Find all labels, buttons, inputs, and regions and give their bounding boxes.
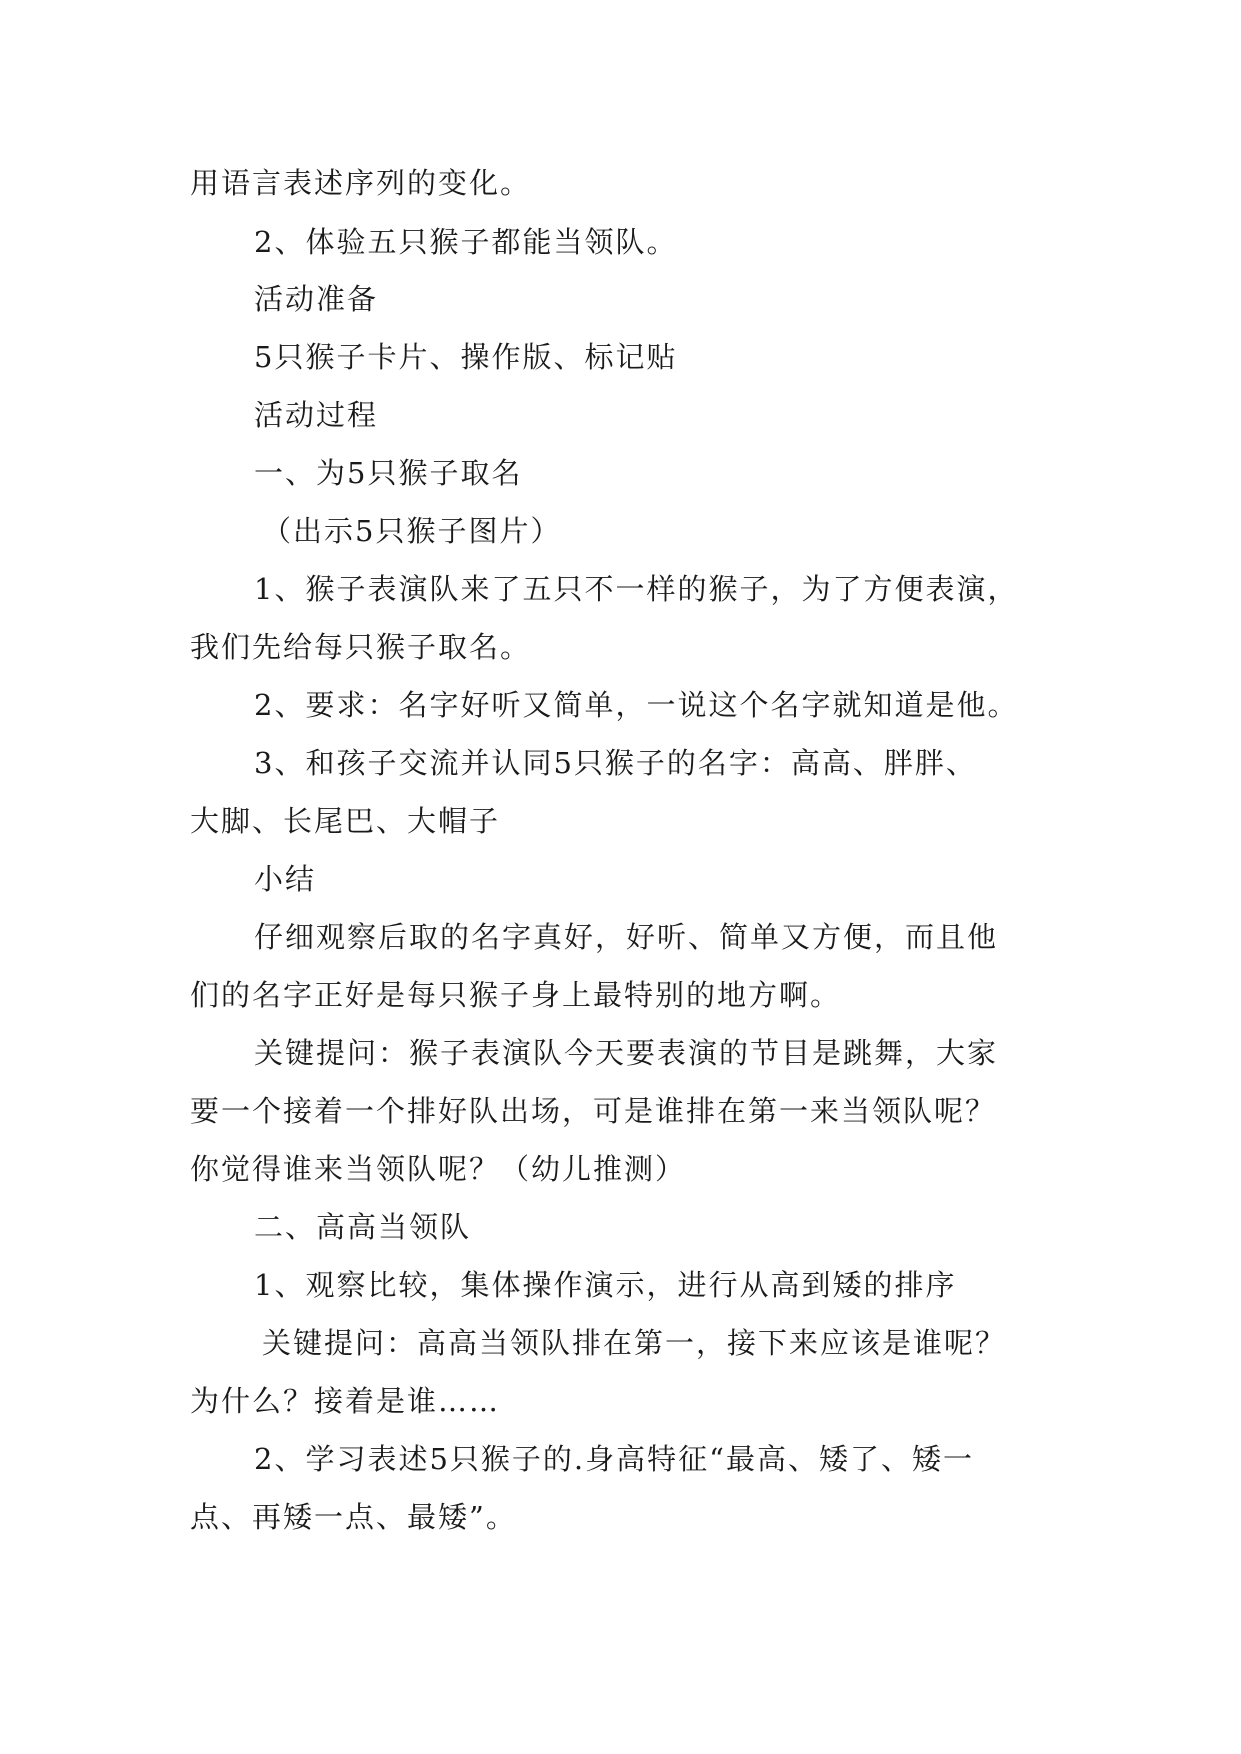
text-line: 1、观察比较，集体操作演示，进行从高到矮的排序	[254, 1268, 957, 1302]
text-line: 5只猴子卡片、操作版、标记贴	[254, 340, 678, 374]
section-heading: 活动过程	[254, 398, 379, 432]
text-line: 2、要求：名字好听又简单，一说这个名字就知道是他。	[254, 688, 1019, 722]
section-heading: 小结	[254, 862, 317, 896]
text-line: 仔细观察后取的名字真好，好听、简单又方便，而且他	[254, 920, 999, 954]
text-line: 要一个接着一个排好队出场，可是谁排在第一来当领队呢？	[190, 1094, 997, 1128]
text-line: 为什么？接着是谁……	[190, 1384, 501, 1418]
text-line: 3、和孩子交流并认同5只猴子的名字：高高、胖胖、	[254, 746, 977, 780]
text-line: 用语言表述序列的变化。	[190, 166, 532, 200]
section-heading: 活动准备	[254, 282, 379, 316]
text-line: 大脚、长尾巴、大帽子	[190, 804, 501, 838]
text-line: 关键提问：高高当领队排在第一，接下来应该是谁呢？	[262, 1326, 1007, 1360]
text-line: 2、体验五只猴子都能当领队。	[254, 225, 678, 259]
text-line: 关键提问：猴子表演队今天要表演的节目是跳舞，大家	[254, 1036, 999, 1070]
section-heading: 二、高高当领队	[254, 1210, 472, 1244]
section-heading: 一、为5只猴子取名	[254, 456, 523, 490]
text-line: 2、学习表述5只猴子的.身高特征“最高、矮了、矮一	[254, 1442, 974, 1476]
text-line: 我们先给每只猴子取名。	[190, 630, 532, 664]
text-line: 你觉得谁来当领队呢？（幼儿推测）	[190, 1152, 687, 1186]
text-line: 点、再矮一点、最矮”。	[190, 1500, 517, 1534]
text-line: 1、猴子表演队来了五只不一样的猴子，为了方便表演，	[254, 572, 1019, 606]
text-line: （出示5只猴子图片）	[262, 514, 562, 548]
text-line: 们的名字正好是每只猴子身上最特别的地方啊。	[190, 978, 842, 1012]
